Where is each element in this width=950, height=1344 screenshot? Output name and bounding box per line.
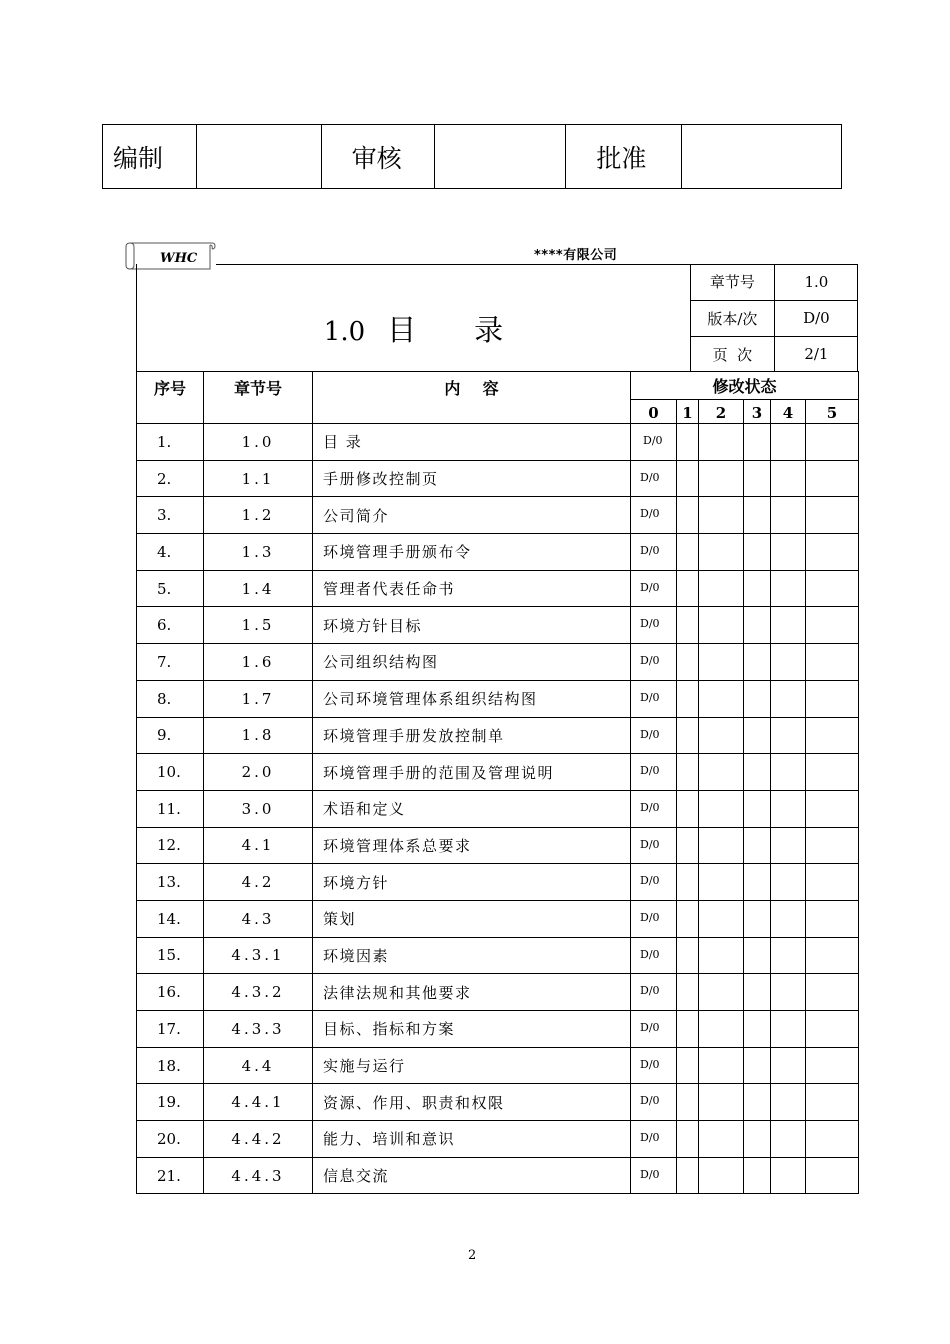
row-content: 目标、指标和方案 <box>313 1011 631 1048</box>
row-status-0: D/0 <box>631 460 677 497</box>
row-chapter: 1.1 <box>204 460 313 497</box>
row-chapter: 4.2 <box>204 864 313 901</box>
row-status-4 <box>771 534 806 571</box>
table-row <box>137 1157 859 1194</box>
row-status-4 <box>771 900 806 937</box>
row-seq: 5. <box>137 570 204 607</box>
row-content: 资源、作用、职责和权限 <box>313 1084 631 1121</box>
row-status-4 <box>771 754 806 791</box>
row-status-4 <box>771 1047 806 1084</box>
row-seq: 18. <box>137 1047 204 1084</box>
header-status: 修改状态 <box>631 372 859 400</box>
row-content: 公司环境管理体系组织结构图 <box>313 680 631 717</box>
row-status-4 <box>771 460 806 497</box>
row-status-0: D/0 <box>631 790 677 827</box>
row-status-4 <box>771 790 806 827</box>
row-seq: 21. <box>137 1157 204 1194</box>
table-row <box>137 1084 859 1121</box>
row-status-3 <box>744 644 771 681</box>
table-row <box>137 570 859 607</box>
row-status-2 <box>699 717 744 754</box>
row-content: 能力、培训和意识 <box>313 1121 631 1158</box>
row-status-4 <box>771 1121 806 1158</box>
header-content: 内 容 <box>313 372 631 424</box>
table-row <box>137 974 859 1011</box>
row-status-1 <box>677 1084 699 1121</box>
row-status-4 <box>771 1011 806 1048</box>
row-chapter: 4.4 <box>204 1047 313 1084</box>
row-status-5 <box>806 790 859 827</box>
row-seq: 9. <box>137 717 204 754</box>
header-chapter: 章节号 <box>204 372 313 424</box>
row-content: 策划 <box>313 900 631 937</box>
row-chapter: 1.0 <box>204 424 313 461</box>
review-label: 审核 <box>321 125 434 189</box>
row-status-2 <box>699 460 744 497</box>
row-status-3 <box>744 1157 771 1194</box>
table-row <box>137 607 859 644</box>
page-label: 页 次 <box>691 336 775 372</box>
row-status-4 <box>771 497 806 534</box>
row-status-5 <box>806 974 859 1011</box>
row-status-2 <box>699 570 744 607</box>
row-status-0: D/0 <box>631 864 677 901</box>
row-status-2 <box>699 790 744 827</box>
row-status-0: D/0 <box>631 717 677 754</box>
row-status-4 <box>771 424 806 461</box>
table-row <box>137 497 859 534</box>
row-status-0: D/0 <box>631 424 677 461</box>
row-status-2 <box>699 644 744 681</box>
row-status-0: D/0 <box>631 974 677 1011</box>
row-status-2 <box>699 607 744 644</box>
row-status-2 <box>699 900 744 937</box>
version-label: 版本/次 <box>691 300 775 336</box>
row-chapter: 4.3 <box>204 900 313 937</box>
row-status-1 <box>677 534 699 571</box>
row-status-0: D/0 <box>631 1011 677 1048</box>
row-chapter: 3.0 <box>204 790 313 827</box>
row-status-5 <box>806 497 859 534</box>
row-status-0: D/0 <box>631 900 677 937</box>
title-word-2: 录 <box>474 313 504 347</box>
status-col-2: 2 <box>699 400 744 424</box>
approve-value <box>682 125 842 189</box>
row-status-0: D/0 <box>631 1047 677 1084</box>
row-status-4 <box>771 680 806 717</box>
row-status-4 <box>771 644 806 681</box>
row-status-2 <box>699 827 744 864</box>
row-status-2 <box>699 1157 744 1194</box>
row-status-0: D/0 <box>631 570 677 607</box>
approve-label: 批准 <box>566 125 682 189</box>
table-row <box>137 717 859 754</box>
row-content: 术语和定义 <box>313 790 631 827</box>
row-content: 环境因素 <box>313 937 631 974</box>
row-status-1 <box>677 607 699 644</box>
meta-table <box>690 264 858 372</box>
row-status-2 <box>699 534 744 571</box>
row-status-5 <box>806 460 859 497</box>
row-status-3 <box>744 864 771 901</box>
row-status-1 <box>677 570 699 607</box>
row-chapter: 1.5 <box>204 607 313 644</box>
row-content: 法律法规和其他要求 <box>313 974 631 1011</box>
row-status-0: D/0 <box>631 1157 677 1194</box>
row-content: 公司组织结构图 <box>313 644 631 681</box>
chapter-label: 章节号 <box>691 264 775 300</box>
row-status-5 <box>806 827 859 864</box>
row-status-3 <box>744 497 771 534</box>
row-seq: 12. <box>137 827 204 864</box>
row-seq: 20. <box>137 1121 204 1158</box>
row-status-3 <box>744 424 771 461</box>
row-status-1 <box>677 1121 699 1158</box>
row-chapter: 4.4.2 <box>204 1121 313 1158</box>
row-content: 手册修改控制页 <box>313 460 631 497</box>
row-status-3 <box>744 1047 771 1084</box>
row-content: 管理者代表任命书 <box>313 570 631 607</box>
row-status-2 <box>699 497 744 534</box>
row-status-1 <box>677 1157 699 1194</box>
row-status-4 <box>771 1157 806 1194</box>
row-status-4 <box>771 1084 806 1121</box>
row-status-0: D/0 <box>631 644 677 681</box>
row-seq: 4. <box>137 534 204 571</box>
row-status-1 <box>677 864 699 901</box>
row-status-0: D/0 <box>631 534 677 571</box>
compile-label: 编制 <box>103 125 197 189</box>
row-content: 实施与运行 <box>313 1047 631 1084</box>
row-status-2 <box>699 1121 744 1158</box>
row-status-3 <box>744 717 771 754</box>
table-row <box>137 754 859 791</box>
table-row <box>137 1011 859 1048</box>
row-status-3 <box>744 900 771 937</box>
row-status-1 <box>677 754 699 791</box>
row-status-5 <box>806 570 859 607</box>
row-chapter: 1.7 <box>204 680 313 717</box>
row-status-3 <box>744 754 771 791</box>
row-status-5 <box>806 1121 859 1158</box>
row-seq: 2. <box>137 460 204 497</box>
compile-value <box>196 125 321 189</box>
row-status-0: D/0 <box>631 1121 677 1158</box>
header-seq: 序号 <box>137 372 204 424</box>
row-status-1 <box>677 827 699 864</box>
row-status-2 <box>699 680 744 717</box>
row-status-1 <box>677 1011 699 1048</box>
row-status-2 <box>699 1084 744 1121</box>
row-status-2 <box>699 1011 744 1048</box>
row-status-5 <box>806 1047 859 1084</box>
company-name: ****有限公司 <box>534 248 618 263</box>
table-row <box>137 1121 859 1158</box>
approval-table <box>102 124 842 189</box>
row-status-1 <box>677 974 699 1011</box>
row-status-1 <box>677 497 699 534</box>
table-row <box>137 790 859 827</box>
row-status-1 <box>677 680 699 717</box>
row-status-3 <box>744 460 771 497</box>
row-status-3 <box>744 607 771 644</box>
row-status-0: D/0 <box>631 827 677 864</box>
row-seq: 17. <box>137 1011 204 1048</box>
row-status-1 <box>677 937 699 974</box>
row-chapter: 4.3.3 <box>204 1011 313 1048</box>
row-status-5 <box>806 534 859 571</box>
table-row <box>137 424 859 461</box>
row-status-4 <box>771 827 806 864</box>
row-status-2 <box>699 1047 744 1084</box>
row-status-3 <box>744 827 771 864</box>
page-value: 2/1 <box>774 336 858 372</box>
row-status-1 <box>677 1047 699 1084</box>
table-row <box>137 864 859 901</box>
row-status-5 <box>806 900 859 937</box>
table-row <box>137 644 859 681</box>
row-status-1 <box>677 900 699 937</box>
row-content: 公司简介 <box>313 497 631 534</box>
row-status-5 <box>806 680 859 717</box>
chapter-value: 1.0 <box>774 264 858 300</box>
row-status-0: D/0 <box>631 1084 677 1121</box>
table-row <box>137 680 859 717</box>
row-content: 信息交流 <box>313 1157 631 1194</box>
row-status-2 <box>699 754 744 791</box>
status-col-1: 1 <box>677 400 699 424</box>
row-status-3 <box>744 974 771 1011</box>
title-word-1: 目 <box>387 313 417 347</box>
row-status-4 <box>771 607 806 644</box>
row-chapter: 1.8 <box>204 717 313 754</box>
table-row <box>137 827 859 864</box>
page-title <box>136 308 691 349</box>
row-status-3 <box>744 790 771 827</box>
page-number: 2 <box>468 1248 477 1263</box>
row-status-1 <box>677 460 699 497</box>
title-number: 1.0 <box>323 317 366 347</box>
table-row <box>137 937 859 974</box>
status-col-4: 4 <box>771 400 806 424</box>
row-status-3 <box>744 570 771 607</box>
row-chapter: 1.3 <box>204 534 313 571</box>
row-status-2 <box>699 974 744 1011</box>
row-chapter: 4.3.1 <box>204 937 313 974</box>
row-seq: 8. <box>137 680 204 717</box>
row-status-4 <box>771 717 806 754</box>
row-chapter: 4.1 <box>204 827 313 864</box>
table-row <box>137 460 859 497</box>
row-status-3 <box>744 1011 771 1048</box>
contents-table <box>136 371 859 1194</box>
row-status-0: D/0 <box>631 937 677 974</box>
row-chapter: 4.3.2 <box>204 974 313 1011</box>
row-status-0: D/0 <box>631 754 677 791</box>
row-status-3 <box>744 1084 771 1121</box>
row-status-4 <box>771 974 806 1011</box>
row-status-1 <box>677 790 699 827</box>
row-status-5 <box>806 644 859 681</box>
row-status-1 <box>677 424 699 461</box>
row-status-5 <box>806 864 859 901</box>
row-content: 目 录 <box>313 424 631 461</box>
row-content: 环境方针 <box>313 864 631 901</box>
tag-text: WHC <box>160 251 198 266</box>
row-status-5 <box>806 424 859 461</box>
row-status-4 <box>771 937 806 974</box>
row-status-1 <box>677 644 699 681</box>
row-status-3 <box>744 534 771 571</box>
row-status-3 <box>744 937 771 974</box>
row-seq: 19. <box>137 1084 204 1121</box>
row-chapter: 1.2 <box>204 497 313 534</box>
status-col-3: 3 <box>744 400 771 424</box>
row-status-0: D/0 <box>631 607 677 644</box>
row-seq: 7. <box>137 644 204 681</box>
row-seq: 14. <box>137 900 204 937</box>
row-content: 环境管理手册颁布令 <box>313 534 631 571</box>
version-value: D/0 <box>774 300 858 336</box>
row-chapter: 1.4 <box>204 570 313 607</box>
row-status-1 <box>677 717 699 754</box>
row-status-2 <box>699 424 744 461</box>
row-content: 环境管理手册发放控制单 <box>313 717 631 754</box>
row-seq: 13. <box>137 864 204 901</box>
row-status-3 <box>744 680 771 717</box>
row-seq: 1. <box>137 424 204 461</box>
row-status-4 <box>771 570 806 607</box>
row-content: 环境管理手册的范围及管理说明 <box>313 754 631 791</box>
row-chapter: 1.6 <box>204 644 313 681</box>
row-status-5 <box>806 1011 859 1048</box>
row-content: 环境方针目标 <box>313 607 631 644</box>
row-seq: 3. <box>137 497 204 534</box>
row-status-5 <box>806 717 859 754</box>
row-seq: 11. <box>137 790 204 827</box>
row-chapter: 4.4.3 <box>204 1157 313 1194</box>
row-seq: 15. <box>137 937 204 974</box>
row-status-4 <box>771 864 806 901</box>
row-status-5 <box>806 754 859 791</box>
row-seq: 16. <box>137 974 204 1011</box>
row-status-0: D/0 <box>631 497 677 534</box>
table-row <box>137 534 859 571</box>
table-row <box>137 900 859 937</box>
row-seq: 6. <box>137 607 204 644</box>
status-col-5: 5 <box>806 400 859 424</box>
review-value <box>434 125 566 189</box>
row-status-2 <box>699 937 744 974</box>
row-chapter: 4.4.1 <box>204 1084 313 1121</box>
row-status-5 <box>806 1084 859 1121</box>
row-status-3 <box>744 1121 771 1158</box>
row-status-0: D/0 <box>631 680 677 717</box>
row-status-2 <box>699 864 744 901</box>
status-col-0: 0 <box>631 400 677 424</box>
row-status-5 <box>806 937 859 974</box>
row-seq: 10. <box>137 754 204 791</box>
row-content: 环境管理体系总要求 <box>313 827 631 864</box>
table-row <box>137 1047 859 1084</box>
row-status-5 <box>806 1157 859 1194</box>
row-chapter: 2.0 <box>204 754 313 791</box>
row-status-5 <box>806 607 859 644</box>
